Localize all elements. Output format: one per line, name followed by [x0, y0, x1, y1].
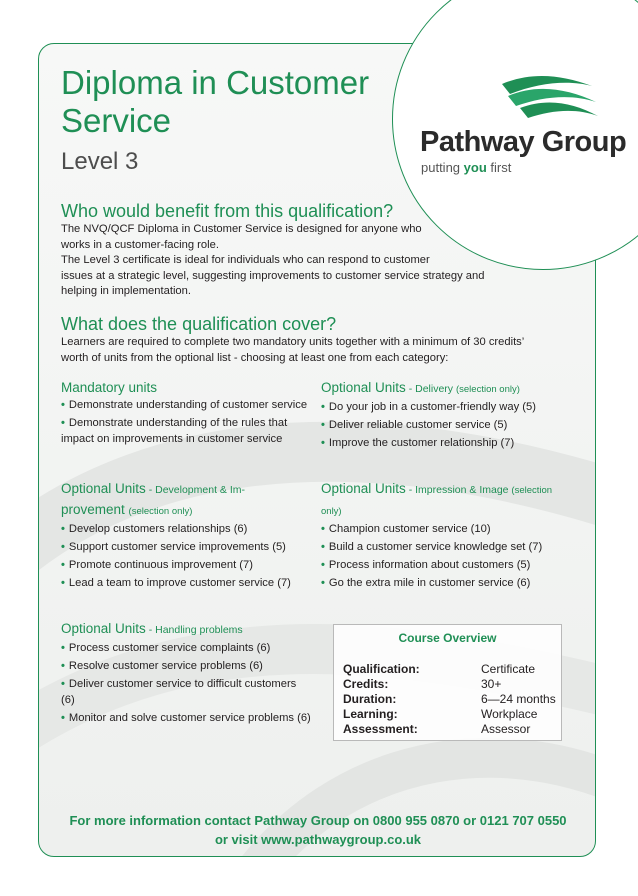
- list-item: • Do your job in a customer-friendly way (5): [321, 400, 581, 416]
- list-item: • Lead a team to improve customer service (7): [61, 576, 311, 592]
- list-item: • Deliver reliable customer service (5): [321, 418, 581, 434]
- list-item: • Resolve customer service problems (6): [61, 659, 311, 675]
- list-item: • Improve the customer relationship (7): [321, 436, 581, 452]
- logo-tagline: putting you first: [421, 160, 512, 175]
- logo-wordmark: Pathway Group: [420, 126, 627, 158]
- delivery-heading: Optional Units - Delivery (selection only): [321, 380, 520, 395]
- list-item: • Deliver customer service to difficult customers (6): [61, 677, 311, 708]
- list-item: • Develop customers relationships (6): [61, 522, 311, 538]
- development-units-section: [61, 479, 311, 594]
- list-item: • Process information about customers (5): [321, 558, 581, 574]
- course-overview-title: Course Overview: [398, 631, 497, 645]
- level-label: Level 3: [61, 148, 139, 175]
- list-item: • Promote continuous improvement (7): [61, 558, 311, 574]
- delivery-units-section: [321, 378, 581, 454]
- handling-heading: Optional Units - Handling problems: [61, 621, 243, 636]
- impression-heading: Optional Units - Impression & Image (selection only): [321, 481, 553, 517]
- list-item: • Demonstrate understanding of customer service: [61, 398, 311, 414]
- handling-units-section: [61, 619, 311, 729]
- impression-units-section: [321, 479, 581, 594]
- mandatory-heading: Mandatory units: [61, 380, 158, 395]
- pathway-logo-swoosh-icon: [500, 72, 600, 122]
- contact-line: For more information contact Pathway Group on 0800 955 0870 or 0121 707 0550: [69, 813, 567, 828]
- list-item: • Monitor and solve customer service problems (6): [61, 711, 311, 727]
- page-title: Diploma in Customer Service: [61, 64, 370, 139]
- mandatory-units-section: [61, 378, 311, 450]
- list-item: • Demonstrate understanding of the rules that impact on improvements in customer service: [61, 416, 311, 447]
- contact-footer: [40, 811, 596, 849]
- list-item: • Champion customer service (10): [321, 522, 581, 538]
- course-overview-box: Course Overview Qualification: Certificate Credits: 30+ Duration: 6—24 months Learning: Workplace Assessment: Assessor: [333, 624, 562, 741]
- list-item: • Process customer service complaints (6): [61, 641, 311, 657]
- list-item: • Go the extra mile in customer service (6): [321, 576, 581, 592]
- development-heading: Optional Units - Development & Im- provement (selection only): [61, 481, 245, 517]
- cover-paragraph: Learners are required to complete two mandatory units together with a minimum of 30 credits’ worth of units from the optional list - choosing at least one from each category:: [61, 336, 525, 364]
- website-line: or visit www.pathwaygroup.co.uk: [214, 832, 422, 847]
- list-item: • Build a customer service knowledge set (7): [321, 540, 581, 556]
- cover-heading: What does the qualification cover?: [61, 314, 337, 334]
- benefit-paragraph: The NVQ/QCF Diploma in Customer Service is designed for anyone who works in a customer-facing role. The Level 3 certificate is ideal for individuals who can respond to customer issues at a strategic level, suggesting improvements to customer service strategy and helping in implementation.: [61, 223, 485, 297]
- benefit-heading: Who would benefit from this qualification?: [61, 201, 394, 221]
- list-item: • Support customer service improvements (5): [61, 540, 311, 556]
